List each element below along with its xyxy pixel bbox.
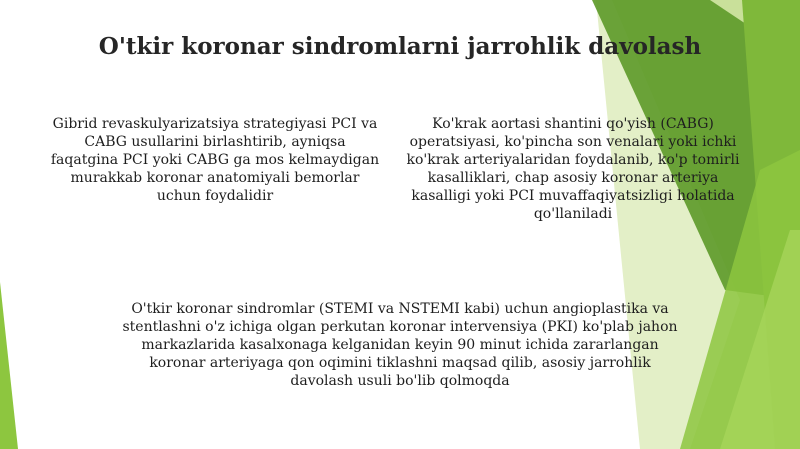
paragraph-pci: O'tkir koronar sindromlar (STEMI va NSTEMI kabi) uchun angioplastika va stentlashni o'z ichiga olgan perkutan koronar intervensiya (PKI) ko'plab jahon markazlarida kasalxonaga kelganidan keyin 90 minut ichida zararlangan koronar arteriyaga qon oqimini tiklashni maqsad qilib, asosiy jarrohlik davolash usuli bo'lib qolmoqda [122, 301, 678, 389]
left-edge-stripe [0, 282, 18, 449]
paragraph-cabg: Ko'krak aortasi shantini qo'yish (CABG) operatsiyasi, ko'pincha son venalari yoki ichki ko'krak arteriyalaridan foydalanib, ko'p tomirli kasalliklari, chap asosiy koronar arteriya kasalligi yoki PCI muvaffaqiyatsizligi holatida qo'llaniladi [406, 116, 740, 222]
paragraph-hybrid-revascularization: Gibrid revaskulyarizatsiya strategiyasi PCI va CABG usullarini birlashtirib, ayniqsa faqatgina PCI yoki CABG ga mos kelmaydigan murakkab koronar anatomiyali bemorlar uchun foydalidir [50, 116, 380, 204]
slide-title: O'tkir koronar sindromlarni jarrohlik davolash [98, 33, 702, 60]
